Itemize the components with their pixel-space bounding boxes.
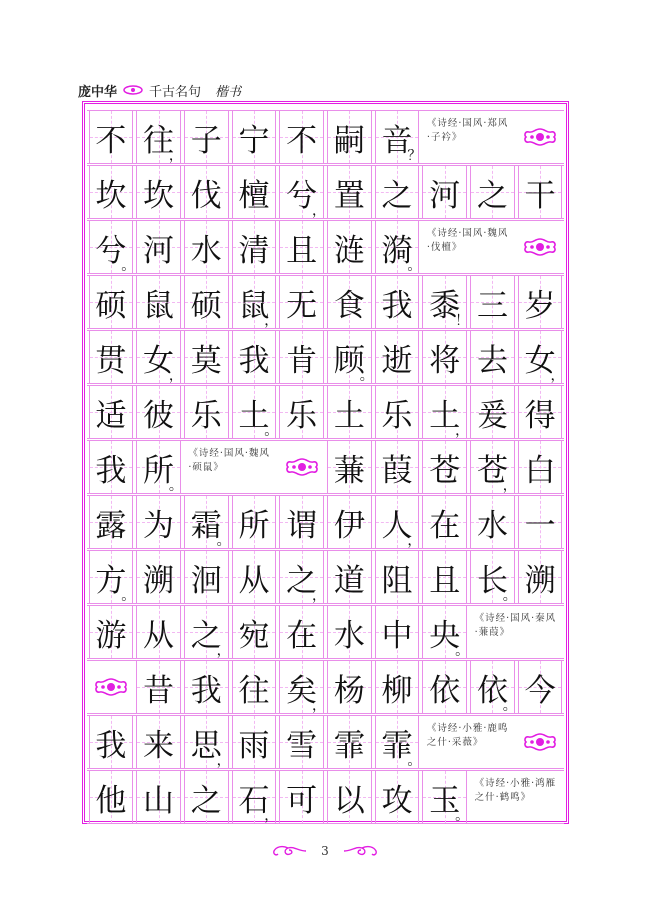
- character: 水: [333, 617, 365, 654]
- character: 伊: [333, 507, 365, 544]
- character: 矣: [286, 672, 318, 709]
- character: 攻: [381, 782, 413, 819]
- grid-row: [87, 660, 564, 714]
- grid-cell: [375, 331, 420, 383]
- grid-cell: [422, 276, 470, 329]
- punctuation: 。: [264, 423, 279, 439]
- character: 长: [476, 562, 508, 599]
- character: 杨: [333, 672, 365, 709]
- character: 玉: [429, 782, 461, 819]
- grid-cell: [89, 716, 134, 768]
- punctuation: ，: [311, 203, 326, 219]
- punctuation: 。: [502, 588, 517, 604]
- character: 我: [95, 452, 127, 489]
- character: 来: [143, 727, 175, 764]
- grid-cell: [279, 166, 324, 218]
- grid-cell: [232, 771, 277, 823]
- grid-cell: [136, 716, 181, 768]
- character: 之: [286, 562, 318, 599]
- character: 央: [429, 617, 461, 654]
- character: 硕: [95, 287, 127, 324]
- grid-cell: [136, 386, 181, 438]
- character: 水: [190, 232, 222, 269]
- grid-cell: [470, 661, 515, 713]
- ornament-icon: [123, 85, 143, 95]
- grid-cell: [327, 221, 372, 273]
- character: 依: [476, 672, 508, 709]
- character: 从: [238, 562, 270, 599]
- character: 中: [381, 617, 413, 654]
- page-footer: [0, 840, 650, 859]
- punctuation: ，: [550, 368, 565, 384]
- character: 依: [429, 672, 461, 709]
- source-citation: 《诗经·小雅·鹿鸣之什·采薇》: [426, 723, 509, 748]
- source-citation: 《诗经·小雅·鸿雁之什·鹤鸣》: [474, 778, 557, 803]
- copybook-grid: [87, 110, 564, 825]
- punctuation: ，: [264, 313, 279, 329]
- character: 河: [143, 232, 175, 269]
- character: 苍: [476, 452, 508, 489]
- character: 白: [524, 452, 556, 489]
- grid-cell: [184, 386, 229, 438]
- character: 所: [143, 452, 175, 489]
- character: 食: [333, 287, 365, 324]
- character: 霏: [333, 727, 365, 764]
- punctuation: 。: [359, 368, 374, 384]
- punctuation: 。: [121, 258, 136, 274]
- character: 为: [143, 507, 175, 544]
- grid-cell: [232, 716, 277, 768]
- punctuation: ，: [168, 148, 183, 164]
- character: 乐: [190, 397, 222, 434]
- punctuation: ，: [264, 808, 279, 824]
- grid-cell: [136, 166, 181, 218]
- character: 硕: [190, 287, 222, 324]
- grid-row: [87, 275, 564, 329]
- character: 苍: [429, 452, 461, 489]
- grid-cell: [136, 276, 181, 328]
- punctuation: ，: [502, 478, 517, 494]
- grid-cell: [375, 386, 420, 438]
- grid-cell: [327, 606, 372, 658]
- grid-cell: [327, 331, 372, 383]
- page-header: [78, 80, 241, 100]
- punctuation: 。: [407, 753, 422, 769]
- grid-cell: [327, 166, 372, 218]
- grid-cell: [136, 496, 181, 548]
- character: 柳: [381, 672, 413, 709]
- character: 黍: [429, 287, 461, 324]
- character: 从: [143, 617, 175, 654]
- grid-cell: [518, 331, 563, 383]
- grid-cell: [89, 276, 134, 328]
- character: 嗣: [333, 122, 365, 159]
- character: 去: [476, 342, 508, 379]
- ornament-icon: [279, 445, 324, 489]
- character: 露: [95, 507, 127, 544]
- grid-cell: [375, 111, 420, 163]
- punctuation: ，: [216, 643, 231, 659]
- character: 方: [95, 562, 127, 599]
- character: 涟: [333, 232, 365, 269]
- character: 可: [286, 782, 318, 819]
- character: 霜: [190, 507, 222, 544]
- grid-cell: [327, 111, 372, 163]
- character: 之: [381, 177, 413, 214]
- character: 我: [381, 287, 413, 324]
- grid-cell: [89, 386, 134, 438]
- grid-cell: [422, 606, 470, 659]
- grid-cell: [232, 661, 277, 713]
- punctuation: ，: [216, 753, 231, 769]
- grid-cell: [279, 771, 324, 823]
- grid-row: [87, 330, 564, 384]
- grid-cell: [232, 166, 277, 218]
- character: 蒹: [333, 452, 365, 489]
- grid-cell: [279, 496, 324, 548]
- grid-cell: [518, 661, 563, 713]
- grid-cell: [89, 441, 134, 493]
- character: 得: [524, 397, 556, 434]
- character: 今: [524, 672, 556, 709]
- grid-row: [87, 385, 564, 439]
- character: 置: [333, 177, 365, 214]
- grid-cell: [518, 441, 563, 493]
- grid-cell: [470, 441, 515, 493]
- character: 我: [238, 342, 270, 379]
- grid-cell: [518, 496, 563, 548]
- grid-cell: [89, 166, 134, 218]
- grid-cell: [279, 551, 324, 603]
- grid-cell: [422, 496, 467, 548]
- ornament-icon: [518, 115, 563, 159]
- character: 土: [238, 397, 270, 434]
- grid-cell: [89, 771, 134, 823]
- character: 我: [95, 727, 127, 764]
- grid-cell: [375, 441, 420, 493]
- character: 谓: [286, 507, 318, 544]
- grid-cell: [184, 221, 229, 273]
- character: 在: [286, 617, 318, 654]
- character: 伐: [190, 177, 222, 214]
- character: 雪: [286, 727, 318, 764]
- character: 坎: [143, 177, 175, 214]
- grid-cell: [470, 166, 515, 218]
- character: 洄: [190, 562, 222, 599]
- grid-cell: [327, 496, 372, 548]
- character: 我: [190, 672, 222, 709]
- ornament-icon: [89, 665, 134, 709]
- character: 溯: [524, 562, 556, 599]
- grid-row: [87, 495, 564, 549]
- punctuation: ，: [407, 533, 422, 549]
- character: 以: [333, 782, 365, 819]
- ornament-icon: [518, 225, 563, 269]
- grid-cell: [184, 606, 229, 658]
- grid-cell: [136, 441, 181, 493]
- grid-cell: [327, 551, 372, 603]
- grid-cell: [184, 331, 229, 383]
- character: 子: [190, 122, 222, 159]
- grid-cell: [279, 661, 324, 713]
- grid-cell: [184, 166, 229, 218]
- character: 往: [143, 122, 175, 159]
- punctuation: 。: [168, 478, 183, 494]
- character: 乐: [286, 397, 318, 434]
- character: 鼠: [238, 287, 270, 324]
- grid-cell: [422, 166, 467, 218]
- grid-cell: [422, 441, 467, 493]
- character: 之: [190, 617, 222, 654]
- character: 河: [429, 177, 461, 214]
- punctuation: ！: [455, 313, 470, 329]
- grid-cell: [327, 716, 372, 768]
- character: 爰: [476, 397, 508, 434]
- punctuation: 。: [455, 808, 470, 824]
- source-citation: 《诗经·国风·魏风·硕鼠》: [188, 448, 270, 473]
- character: 土: [333, 397, 365, 434]
- character: 鼠: [143, 287, 175, 324]
- character: 不: [95, 122, 127, 159]
- character: 不: [286, 122, 318, 159]
- grid-cell: [232, 221, 277, 273]
- grid-cell: [470, 386, 515, 438]
- grid-cell: [136, 111, 181, 163]
- character: 游: [95, 617, 127, 654]
- grid-cell: [375, 221, 420, 273]
- character: 乐: [381, 397, 413, 434]
- grid-cell: [232, 331, 277, 383]
- character: 雨: [238, 727, 270, 764]
- character: 逝: [381, 342, 413, 379]
- grid-cell: [184, 716, 229, 768]
- grid-cell: [327, 441, 372, 493]
- grid-cell: [470, 551, 515, 603]
- character: 葭: [381, 452, 413, 489]
- character: 水: [476, 507, 508, 544]
- character: 之: [190, 782, 222, 819]
- character: 檀: [238, 177, 270, 214]
- grid-cell: [518, 386, 563, 438]
- character: 岁: [524, 287, 556, 324]
- grid-cell: [136, 331, 181, 383]
- grid-cell: [136, 661, 181, 713]
- grid-cell: [136, 551, 181, 603]
- character: 音: [381, 122, 413, 159]
- grid-cell: [375, 551, 420, 603]
- grid-cell: [375, 496, 420, 548]
- grid-cell: [375, 606, 420, 658]
- grid-cell: [279, 606, 324, 658]
- character: 思: [190, 727, 222, 764]
- book-title: 千古名句: [149, 84, 202, 100]
- grid-row: [87, 165, 564, 219]
- character: 霏: [381, 727, 413, 764]
- grid-cell: [232, 276, 277, 328]
- character: 道: [333, 562, 365, 599]
- grid-cell: [89, 331, 134, 383]
- character: 阻: [381, 562, 413, 599]
- grid-cell: [232, 386, 277, 438]
- punctuation: 。: [502, 698, 517, 714]
- character: 兮: [286, 177, 318, 214]
- grid-cell: [136, 606, 181, 658]
- grid-cell: [422, 331, 467, 383]
- punctuation: 。: [407, 258, 422, 274]
- grid-row: [87, 220, 564, 274]
- character: 莫: [190, 342, 222, 379]
- grid-cell: [279, 221, 324, 273]
- punctuation: 。: [121, 588, 136, 604]
- character: 兮: [95, 232, 127, 269]
- grid-cell: [89, 111, 134, 163]
- character: 土: [429, 397, 461, 434]
- grid-row: [87, 550, 564, 604]
- grid-cell: [422, 661, 467, 713]
- punctuation: ？: [407, 148, 422, 164]
- grid-cell: [184, 111, 229, 163]
- punctuation: ，: [311, 588, 326, 604]
- grid-cell: [327, 771, 372, 823]
- script-style: 楷书: [215, 84, 242, 100]
- punctuation: ，: [168, 368, 183, 384]
- right-swirl-icon: [342, 844, 378, 858]
- character: 清: [238, 232, 270, 269]
- grid-cell: [279, 111, 324, 163]
- author-name: 庞中华: [78, 84, 118, 100]
- character: 彼: [143, 397, 175, 434]
- grid-cell: [184, 551, 229, 603]
- grid-cell: [422, 771, 470, 824]
- character: 一: [524, 507, 556, 544]
- grid-cell: [327, 276, 372, 328]
- grid-cell: [184, 276, 229, 328]
- grid-row: [87, 605, 564, 659]
- character: 坎: [95, 177, 127, 214]
- character: 肯: [286, 342, 318, 379]
- character: 石: [238, 782, 270, 819]
- grid-cell: [232, 111, 277, 163]
- character: 宁: [238, 122, 270, 159]
- punctuation: 。: [216, 533, 231, 549]
- grid-cell: [232, 496, 277, 548]
- character: 溯: [143, 562, 175, 599]
- character: 顾: [333, 342, 365, 379]
- character: 干: [524, 177, 556, 214]
- character: 女: [143, 342, 175, 379]
- character: 三: [476, 287, 508, 324]
- character: 女: [524, 342, 556, 379]
- grid-cell: [184, 496, 229, 548]
- grid-cell: [375, 276, 420, 328]
- grid-cell: [518, 551, 563, 603]
- character: 人: [381, 507, 413, 544]
- grid-row: [87, 110, 564, 164]
- grid-cell: [89, 496, 134, 548]
- character: 无: [286, 287, 318, 324]
- source-citation: 《诗经·国风·郑风·子衿》: [426, 118, 509, 143]
- grid-cell: [470, 276, 515, 328]
- character: 他: [95, 782, 127, 819]
- grid-row: [87, 440, 564, 494]
- page-number: 3: [321, 843, 329, 858]
- grid-cell: [232, 551, 277, 603]
- grid-cell: [232, 606, 277, 658]
- character: 之: [476, 177, 508, 214]
- grid-cell: [327, 386, 372, 438]
- grid-cell: [279, 716, 324, 768]
- character: 将: [429, 342, 461, 379]
- grid-cell: [375, 716, 420, 768]
- punctuation: 。: [455, 643, 470, 659]
- character: 适: [95, 397, 127, 434]
- character: 贯: [95, 342, 127, 379]
- character: 且: [429, 562, 461, 599]
- punctuation: ，: [311, 698, 326, 714]
- grid-cell: [518, 276, 563, 328]
- source-citation: 《诗经·国风·秦风·蒹葭》: [474, 613, 557, 638]
- character: 宛: [238, 617, 270, 654]
- character: 山: [143, 782, 175, 819]
- grid-cell: [375, 166, 420, 218]
- character: 在: [429, 507, 461, 544]
- grid-row: [87, 770, 564, 824]
- punctuation: ，: [455, 423, 470, 439]
- character: 昔: [143, 672, 175, 709]
- character: 且: [286, 232, 318, 269]
- left-swirl-icon: [272, 844, 308, 858]
- grid-cell: [518, 166, 563, 218]
- grid-cell: [375, 661, 420, 713]
- grid-cell: [279, 331, 324, 383]
- character: 漪: [381, 232, 413, 269]
- grid-cell: [327, 661, 372, 713]
- source-citation: 《诗经·国风·魏风·伐檀》: [426, 228, 509, 253]
- grid-cell: [422, 386, 470, 439]
- ornament-icon: [518, 720, 563, 764]
- grid-row: [87, 715, 564, 769]
- grid-cell: [89, 606, 134, 658]
- grid-cell: [136, 771, 181, 823]
- grid-cell: [422, 551, 467, 603]
- grid-cell: [279, 386, 324, 438]
- grid-cell: [184, 661, 229, 713]
- grid-cell: [89, 221, 134, 273]
- grid-cell: [184, 771, 229, 823]
- grid-cell: [279, 276, 324, 328]
- grid-cell: [136, 221, 181, 273]
- grid-cell: [470, 331, 515, 383]
- character: 所: [238, 507, 270, 544]
- character: 往: [238, 672, 270, 709]
- grid-cell: [375, 771, 420, 823]
- grid-cell: [89, 551, 134, 603]
- grid-cell: [470, 496, 515, 548]
